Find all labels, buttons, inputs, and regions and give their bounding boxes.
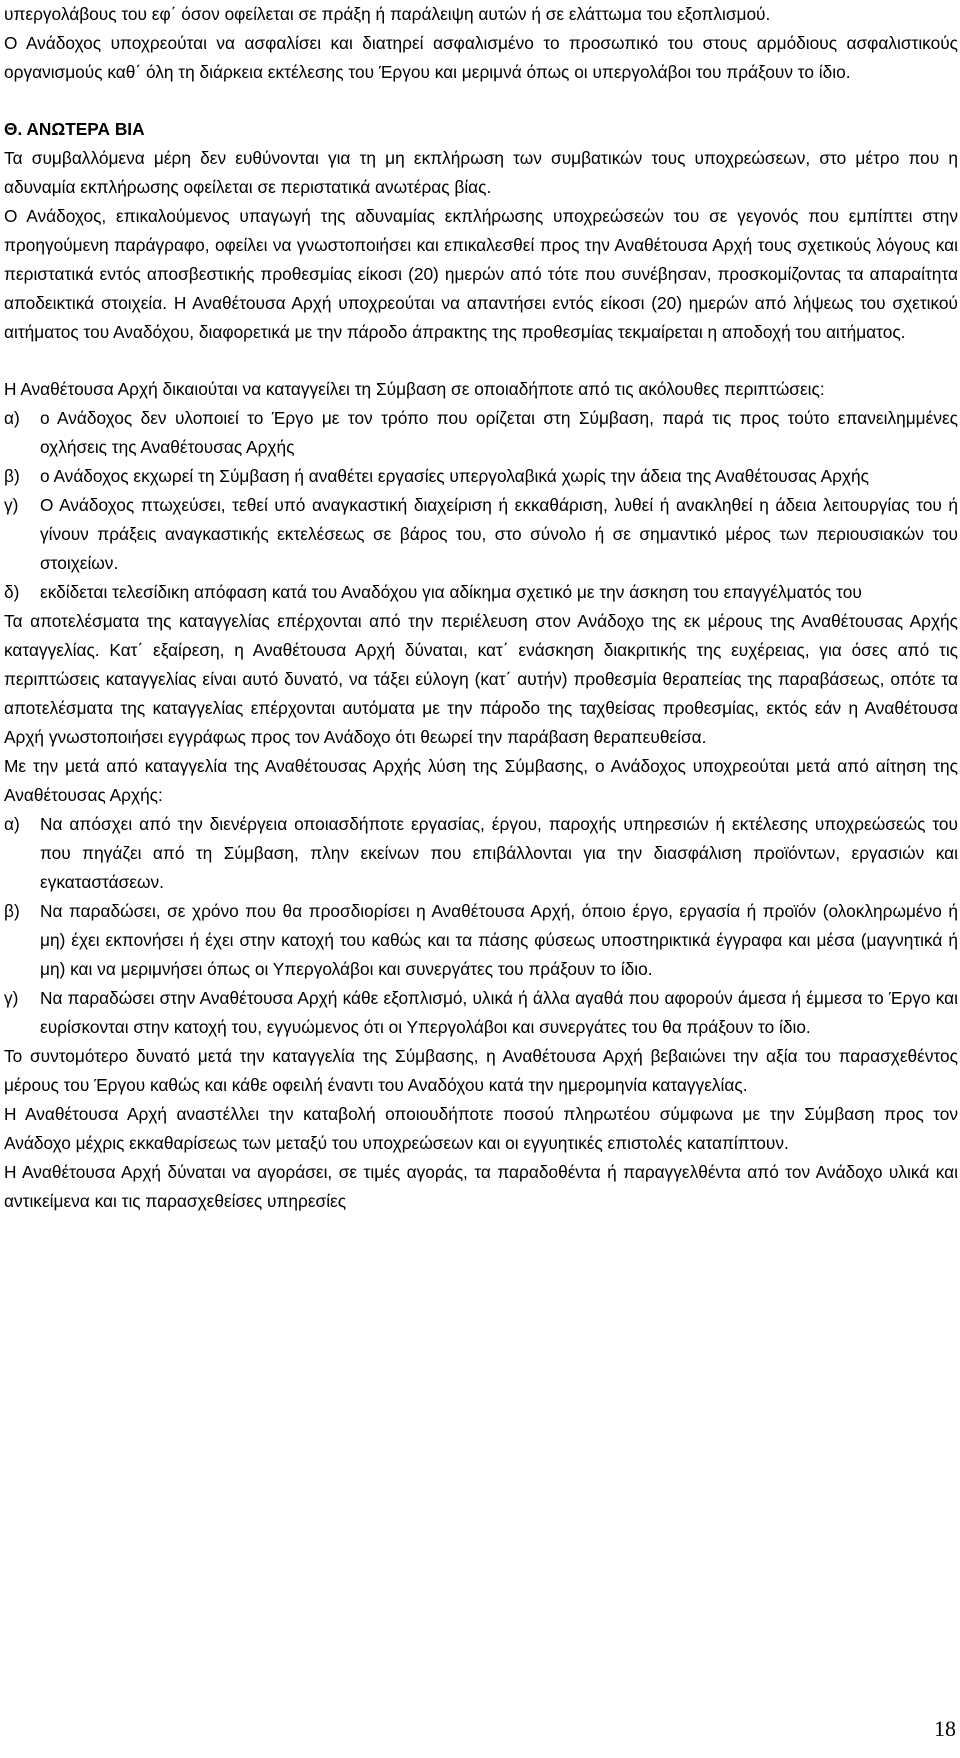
list-item-case-b	[4, 462, 958, 491]
list-item-text: Ο Ανάδοχος πτωχεύσει, τεθεί υπό αναγκαστική διαχείριση ή εκκαθάριση, λυθεί ή ανακληθεί η άδεια λειτουργίας του ή γίνουν πράξεις αναγκαστικής εκτελέσεως σε βάρος του, στο σύνολο ή σε σημαντικό μέρος των περιουσιακών του στοιχείων.	[40, 495, 958, 573]
list-item-text: Να παραδώσει, σε χρόνο που θα προσδιορίσει η Αναθέτουσα Αρχή, όποιο έργο, εργασία ή προϊόν (ολοκληρωμένο ή μη) έχει εκπονήσει ή έχει στην κατοχή του καθώς και τα πάσης φύσεως υποστηρικτικά έγγραφα και μέσα (μαγνητικά ή μη) και να μεριμνήσει όπως οι Υπεργολάβοι και συνεργάτες του πράξουν το ίδιο.	[40, 901, 958, 979]
list-item-case-d	[4, 578, 958, 607]
list-item-obligation-a	[4, 810, 958, 897]
paragraph-termination-intro: Η Αναθέτουσα Αρχή δικαιούται να καταγγείλει τη Σύμβαση σε οποιαδήποτε από τις ακόλουθες περιπτώσεις:	[4, 379, 825, 399]
list-item-text: ο Ανάδοχος δεν υλοποιεί το Έργο με τον τρόπο που ορίζεται στη Σύμβαση, παρά τις προς τούτο επανειλημμένες οχλήσεις της Αναθέτουσας Αρχής	[40, 408, 958, 457]
section-heading-force-majeure: Θ. ΑΝΩΤΕΡΑ ΒΙΑ	[4, 119, 145, 139]
list-item-obligation-c	[4, 984, 958, 1042]
list-item-case-a	[4, 404, 958, 462]
page-number: 18	[934, 1716, 956, 1741]
paragraph-force-majeure-2: Ο Ανάδοχος, επικαλούμενος υπαγωγή της αδυναμίας εκπλήρωσης υποχρεώσεών του σε γεγονός που εμπίπτει στην προηγούμενη παράγραφο, οφείλει να γνωστοποιήσει και επικαλεσθεί προς την Αναθέτουσα Αρχή τους σχετικούς λόγους και περιστατικά εντός αποσβεστικής προθεσμίας είκοσι (20) ημερών από τότε που συνέβησαν, προσκομίζοντας τα απαραίτητα αποδεικτικά στοιχεία. Η Αναθέτουσα Αρχή υποχρεούται να απαντήσει εντός είκοσι (20) ημερών από λήψεως του σχετικού αιτήματος του Αναδόχου, διαφορετικά με την πάροδο άπρακτης της προθεσμίας τεκμαίρεται η αποδοχή του αιτήματος.	[4, 206, 958, 342]
list-marker: δ)	[4, 582, 20, 602]
paragraph-payment-suspension: Η Αναθέτουσα Αρχή αναστέλλει την καταβολή οποιουδήποτε ποσού πληρωτέου σύμφωνα με την Σύμβαση προς τον Ανάδοχο μέχρις εκκαθαρίσεως των μεταξύ του υποχρεώσεων και οι εγγυητικές επιστολές καταπίπτουν.	[4, 1104, 958, 1153]
list-item-text: ο Ανάδοχος εκχωρεί τη Σύμβαση ή αναθέτει εργασίες υπεργολαβικά χωρίς την άδεια της Αναθέτουσας Αρχής	[40, 466, 869, 486]
paragraph-valuation: Το συντομότερο δυνατό μετά την καταγγελία της Σύμβασης, η Αναθέτουσα Αρχή βεβαιώνει την αξία του παρασχεθέντος μέρους του Έργου καθώς και κάθε οφειλή έναντι του Αναδόχου κατά την ημερομηνία καταγγελίας.	[4, 1046, 958, 1095]
list-marker: β)	[4, 901, 20, 921]
list-marker: γ)	[4, 495, 19, 515]
list-item-text: εκδίδεται τελεσίδικη απόφαση κατά του Αναδόχου για αδίκημα σχετικό με την άσκηση του επαγγέλματός του	[40, 582, 862, 602]
list-marker: γ)	[4, 988, 19, 1008]
paragraph-purchase-option: Η Αναθέτουσα Αρχή δύναται να αγοράσει, σε τιμές αγοράς, τα παραδοθέντα ή παραγγελθέντα από τον Ανάδοχο υλικά και αντικείμενα και τις παρασχεθείσες υπηρεσίες	[4, 1162, 958, 1211]
list-marker: α)	[4, 408, 20, 428]
document-page	[4, 0, 958, 1216]
list-marker: β)	[4, 466, 20, 486]
paragraph-insurance: Ο Ανάδοχος υποχρεούται να ασφαλίσει και διατηρεί ασφαλισμένο το προσωπικό του στους αρμόδιους ασφαλιστικούς οργανισμούς καθ΄ όλη τη διάρκεια εκτέλεσης του Έργου και μεριμνά όπως οι υπεργολάβοι του πράξουν το ίδιο.	[4, 33, 958, 82]
paragraph-liability-end: υπεργολάβους του εφ΄ όσον οφείλεται σε πράξη ή παράλειψη αυτών ή σε ελάττωμα του εξοπλισμού.	[4, 4, 771, 24]
list-marker: α)	[4, 814, 20, 834]
spacer	[4, 87, 958, 115]
paragraph-force-majeure-1: Τα συμβαλλόμενα μέρη δεν ευθύνονται για τη μη εκπλήρωση των συμβατικών τους υποχρεώσεων, στο μέτρο που η αδυναμία εκπλήρωσης οφείλεται σε περιστατικά ανωτέρας βίας.	[4, 148, 958, 197]
list-item-case-c	[4, 491, 958, 578]
spacer	[4, 347, 958, 375]
list-item-obligation-b	[4, 897, 958, 984]
paragraph-after-termination-intro: Με την μετά από καταγγελία της Αναθέτουσας Αρχής λύση της Σύμβασης, ο Ανάδοχος υποχρεούται μετά από αίτηση της Αναθέτουσας Αρχής:	[4, 756, 958, 805]
list-item-text: Να απόσχει από την διενέργεια οποιασδήποτε εργασίας, έργου, παροχής υπηρεσιών ή εκτέλεσης υποχρεώσεώς του που πηγάζει από τη Σύμβαση, πλην εκείνων που επιβάλλονται για την διασφάλιση προϊόντων, εργασιών και εγκαταστάσεων.	[40, 814, 958, 892]
list-item-text: Να παραδώσει στην Αναθέτουσα Αρχή κάθε εξοπλισμό, υλικά ή άλλα αγαθά που αφορούν άμεσα ή έμμεσα το Έργο και ευρίσκονται στην κατοχή του, εγγυώμενος ότι οι Υπεργολάβοι και συνεργάτες του θα πράξουν το ίδιο.	[40, 988, 958, 1037]
paragraph-termination-effects: Τα αποτελέσματα της καταγγελίας επέρχονται από την περιέλευση στον Ανάδοχο της εκ μέρους της Αναθέτουσας Αρχής καταγγελίας. Κατ΄ εξαίρεση, η Αναθέτουσα Αρχή δύναται, κατ΄ ενάσκηση διακριτικής της ευχέρειας, για όσες από τις περιπτώσεις καταγγελίας είναι αυτό δυνατό, να τάξει εύλογη (κατ΄ αυτήν) προθεσμία θεραπείας της παραβάσεως, οπότε τα αποτελέσματα της καταγγελίας επέρχονται αυτόματα με την πάροδο της ταχθείσας προθεσμίας, εκτός εάν η Αναθέτουσα Αρχή γνωστοποιήσει εγγράφως προς τον Ανάδοχο ότι θεωρεί την παράβαση θεραπευθείσα.	[4, 611, 958, 747]
